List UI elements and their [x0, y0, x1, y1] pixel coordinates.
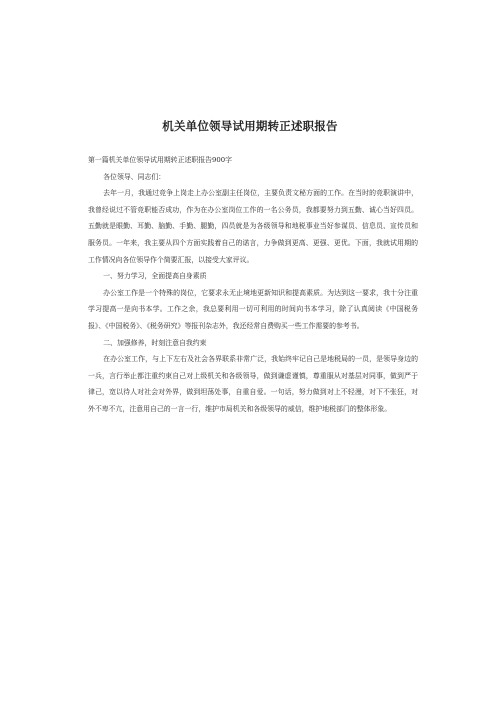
paragraph-intro: 去年一月，我通过竞争上岗走上办公室副主任岗位，主要负责文秘方面的工作。在当时的竞职演讲中，我曾经说过不管竞职能否成功，作为在办公室岗位工作的一名公务员，我都要努力到五勤、诚心当好四员。五勤就是眼勤、耳勤、脑勤、手勤、腿勤，四员就是为各级领导和地税事业当好参谋员、信息员、宣传员和服务员。一年来，我主要从四个方面实践着自己的诺言，力争做到更高、更强、更优。下面，我就试用期的工作情况向各位领导作个简要汇报，以接受大家评议。	[88, 189, 418, 264]
document-title: 机关单位领导试用期转正述职报告	[162, 119, 338, 133]
paragraph-salutation: 各位领导、同志们：	[103, 172, 166, 181]
section-heading-discipline: 二、加强修养，时刻注意自我约束	[103, 338, 207, 347]
paragraph-study: 办公室工作是一个特殊的岗位，它要求永无止境地更新知识和提高素质。为达到这一要求，我十分注重学习提高一是向书本学。工作之余，我总要利用一切可利用的时间向书本学习，除了认真阅读《中国税务报》、《中国税务》、《税务研究》等报刊杂志外，我还经常自费购买一些工作需要的参考书。	[88, 288, 418, 330]
paragraph-discipline: 在办公室工作，与上下左右及社会各界联系非常广泛，我始终牢记自己是地税局的一员，是领导身边的一兵，言行举止都注重约束自己对上级机关和各级领导，做到谦虚谨慎，尊重服从对基层对同事，做到严于律己，宽以待人对社会对外界，做到坦荡处事，自重自爱。一句话，努力做到对上不轻漫，对下不张狂，对外不卑不亢，注意用自己的一言一行，维护市局机关和各级领导的威信，维护地税部门的整体形象。	[88, 355, 418, 413]
paragraph-heading: 第一篇机关单位领导试用期转正述职报告900字	[88, 156, 233, 164]
section-heading-study: 一、努力学习，全面提高自身素质	[103, 272, 207, 281]
document-body	[88, 152, 418, 418]
